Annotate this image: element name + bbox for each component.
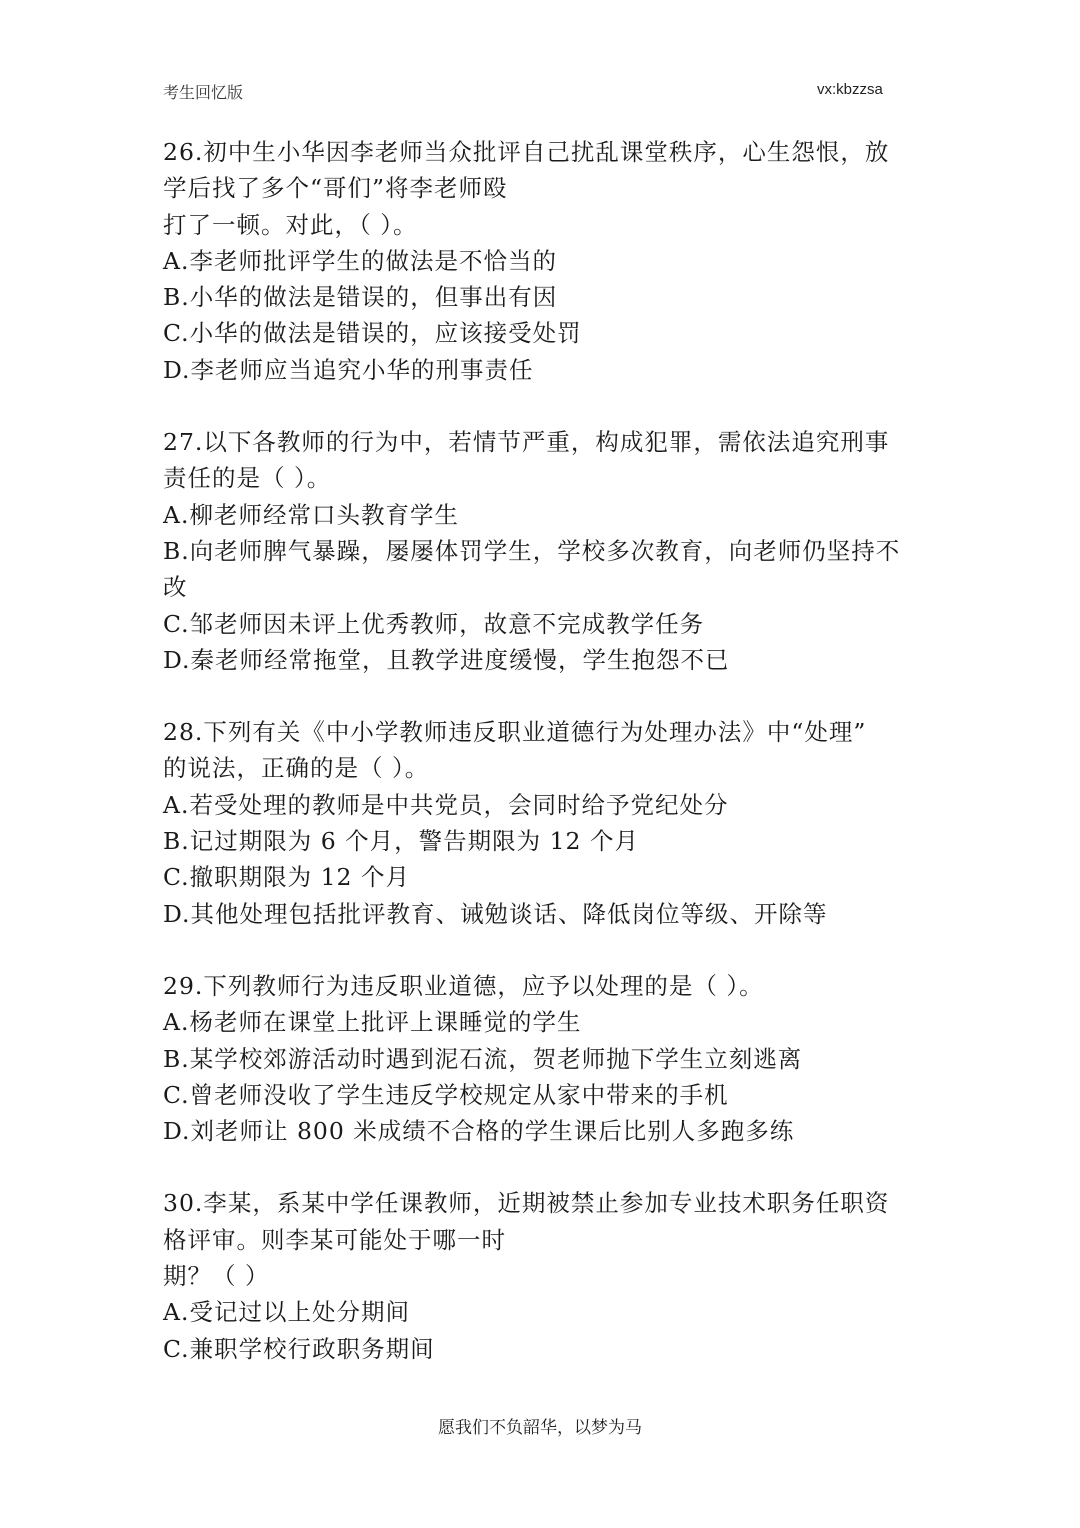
option-a: A.李老师批评学生的做法是不恰当的: [163, 246, 557, 275]
question-stem: 打了一顿。对此，（ ）。: [163, 210, 418, 239]
question-30: [163, 1185, 923, 1366]
question-27: [163, 424, 923, 678]
option-a: A.柳老师经常口头教育学生: [163, 500, 459, 529]
option-d: D.秦老师经常拖堂，且教学进度缓慢，学生抱怨不已: [163, 645, 730, 674]
question-29: [163, 968, 923, 1149]
option-c: C.撤职期限为 12 个月: [163, 863, 410, 892]
question-list: [163, 134, 923, 1403]
option-a: A.受记过以上处分期间: [163, 1298, 410, 1327]
question-stem: 的说法，正确的是（ ）。: [163, 754, 430, 783]
question-stem: 27.以下各教师的行为中，若情节严重，构成犯罪，需依法追究刑事: [163, 428, 890, 457]
question-stem: 29.下列教师行为违反职业道德，应予以处理的是（ ）。: [163, 971, 764, 1000]
question-stem: 责任的是（ ）。: [163, 464, 332, 493]
option-d: D.刘老师让 800 米成绩不合格的学生课后比别人多跑多练: [163, 1117, 795, 1146]
option-a: A.若受处理的教师是中共党员，会同时给予党纪处分: [163, 790, 729, 819]
option-b: B.小华的做法是错误的，但事出有因: [163, 283, 558, 312]
question-stem: 30.李某，系某中学任课教师，近期被禁止参加专业技术职务任职资: [163, 1189, 890, 1218]
option-c: C.小华的做法是错误的，应该接受处罚: [163, 319, 582, 348]
option-c: C.邹老师因未评上优秀教师，故意不完成教学任务: [163, 609, 705, 638]
question-stem: 26.初中生小华因李老师当众批评自己扰乱课堂秩序，心生怨恨，放: [163, 138, 890, 166]
option-c: C.曾老师没收了学生违反学校规定从家中带来的手机: [163, 1080, 729, 1109]
question-stem: 学后找了多个“哥们”将李老师殴: [163, 174, 508, 203]
option-d: D.李老师应当追究小华的刑事责任: [163, 355, 534, 384]
option-b: B.某学校郊游活动时遇到泥石流，贺老师抛下学生立刻逃离: [163, 1044, 803, 1073]
option-b: B.记过期限为 6 个月，警告期限为 12 个月: [163, 827, 639, 856]
footer-slogan: 愿我们不负韶华，以梦为马: [438, 1418, 642, 1438]
question-stem: 28.下列有关《中小学教师违反职业道德行为处理办法》中“处理”: [163, 718, 867, 747]
option-d: D.其他处理包括批评教育、诫勉谈话、降低岗位等级、开除等: [163, 899, 828, 928]
option-c: C.兼职学校行政职务期间: [163, 1334, 435, 1363]
question-26: [163, 134, 923, 388]
header-left-label: 考生回忆版: [163, 83, 244, 102]
header-right-label: vx:kbzzsa: [817, 81, 883, 98]
option-b-continued: 改: [163, 573, 188, 602]
question-stem: 期？（ ）: [163, 1262, 270, 1291]
option-a: A.杨老师在课堂上批评上课睡觉的学生: [163, 1008, 582, 1037]
option-b: B.向老师脾气暴躁，屡屡体罚学生，学校多次教育，向老师仍坚持不: [163, 536, 901, 565]
question-28: [163, 714, 923, 932]
question-stem: 格评审。则李某可能处于哪一时: [163, 1225, 506, 1254]
